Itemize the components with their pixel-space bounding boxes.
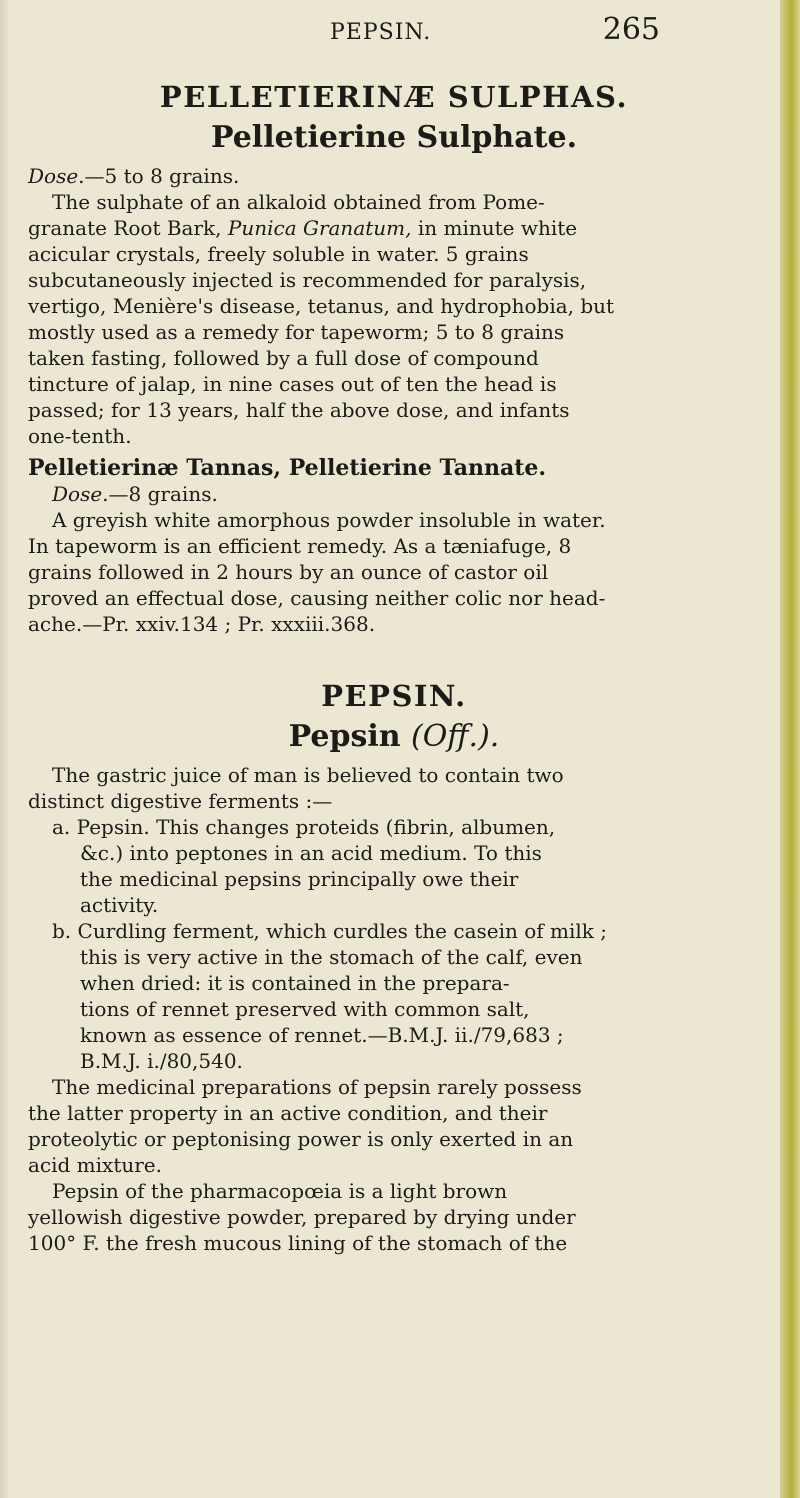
- pepsin-paragraph-3: [28, 1178, 760, 1256]
- ferment-item-b: [28, 918, 760, 1074]
- running-head: [330, 12, 660, 47]
- text-line: yellowish digestive powder, prepared by drying under: [28, 1205, 576, 1229]
- page-edge-shadow: [0, 0, 10, 1498]
- dose-value: —5 to 8 grains.: [84, 164, 240, 188]
- page-content: [28, 80, 760, 1256]
- text-line: proved an effectual dose, causing neither colic nor head-: [28, 586, 606, 610]
- official-marker: (Off.).: [411, 719, 500, 754]
- text-line: tions of rennet preserved with common salt,: [80, 997, 530, 1021]
- text-line: The gastric juice of man is believed to contain two: [52, 763, 564, 787]
- text-span: in minute white: [411, 216, 578, 240]
- pepsin-subtitle-main: Pepsin: [288, 719, 411, 754]
- text-line: tincture of jalap, in nine cases out of ten the head is: [28, 372, 557, 396]
- text-line: the medicinal pepsins principally owe their: [80, 867, 519, 891]
- text-line: [28, 215, 760, 241]
- text-line: distinct digestive ferments :—: [28, 789, 333, 813]
- page-number: 265: [602, 12, 660, 47]
- text-line: proteolytic or peptonising power is only exerted in an: [28, 1127, 574, 1151]
- text-line: the latter property in an active condition, and their: [28, 1101, 548, 1125]
- dose-value: —8 grains.: [108, 482, 218, 506]
- text-line: Pepsin of the pharmacopœia is a light brown: [52, 1179, 508, 1203]
- text-line: known as essence of rennet.—B.M.J. ii./79,683 ;: [80, 1023, 564, 1047]
- pepsin-title: PEPSIN.: [321, 679, 467, 713]
- text-line: grains followed in 2 hours by an ounce of castor oil: [28, 560, 549, 584]
- latin-name: Punica Granatum,: [227, 216, 412, 240]
- text-line: A greyish white amorphous powder insoluble in water.: [52, 508, 606, 532]
- text-line: mostly used as a remedy for tapeworm; 5 to 8 grains: [28, 320, 565, 344]
- text-line: b. Curdling ferment, which curdles the casein of milk ;: [52, 919, 608, 943]
- pelletierine-sulphate-subtitle: Pelletierine Sulphate.: [210, 120, 578, 155]
- pelletierine-sulphas-title: PELLETIERINÆ SULPHAS.: [159, 80, 629, 114]
- text-line: &c.) into peptones in an acid medium. To this: [80, 841, 542, 865]
- dose-label: Dose.: [28, 164, 85, 188]
- text-line: acid mixture.: [28, 1153, 162, 1177]
- text-line: taken fasting, followed by a full dose of compound: [28, 346, 539, 370]
- text-line: vertigo, Menière's disease, tetanus, and hydrophobia, but: [28, 294, 615, 318]
- text-line: this is very active in the stomach of the calf, even: [80, 945, 583, 969]
- text-line: The sulphate of an alkaloid obtained from Pome-: [52, 190, 545, 214]
- text-line: activity.: [80, 893, 159, 917]
- pepsin-intro: [28, 762, 760, 814]
- text-line: The medicinal preparations of pepsin rarely possess: [52, 1075, 582, 1099]
- pepsin-paragraph-2: [28, 1074, 760, 1178]
- text-line: subcutaneously injected is recommended for paralysis,: [28, 268, 587, 292]
- text-line: 100° F. the fresh mucous lining of the stomach of the: [28, 1231, 568, 1255]
- text-line: acicular crystals, freely soluble in water. 5 grains: [28, 242, 529, 266]
- pelletierine-dose: [28, 163, 760, 189]
- pelletierine-description: [28, 189, 760, 449]
- tannate-description: [28, 507, 760, 637]
- running-head-title: PEPSIN.: [330, 20, 432, 45]
- text-line: ache.—Pr. xxiv.134 ; Pr. xxxiii.368.: [28, 612, 376, 636]
- tannate-heading: Pelletierinæ Tannas, Pelletierine Tannate.: [28, 455, 547, 481]
- text-line: B.M.J. i./80,540.: [80, 1049, 243, 1073]
- book-binding-edge: [780, 0, 800, 1498]
- pepsin-subtitle: [28, 719, 760, 754]
- text-span: granate Root Bark,: [28, 216, 228, 240]
- text-line: In tapeworm is an efficient remedy. As a tæniafuge, 8: [28, 534, 572, 558]
- text-line: when dried: it is contained in the prepara-: [80, 971, 510, 995]
- text-line: a. Pepsin. This changes proteids (fibrin, albumen,: [52, 815, 556, 839]
- text-line: passed; for 13 years, half the above dose, and infants: [28, 398, 570, 422]
- ferment-item-a: [28, 814, 760, 918]
- tannate-dose: [28, 481, 760, 507]
- dose-label: Dose.: [52, 482, 109, 506]
- text-line: one-tenth.: [28, 424, 132, 448]
